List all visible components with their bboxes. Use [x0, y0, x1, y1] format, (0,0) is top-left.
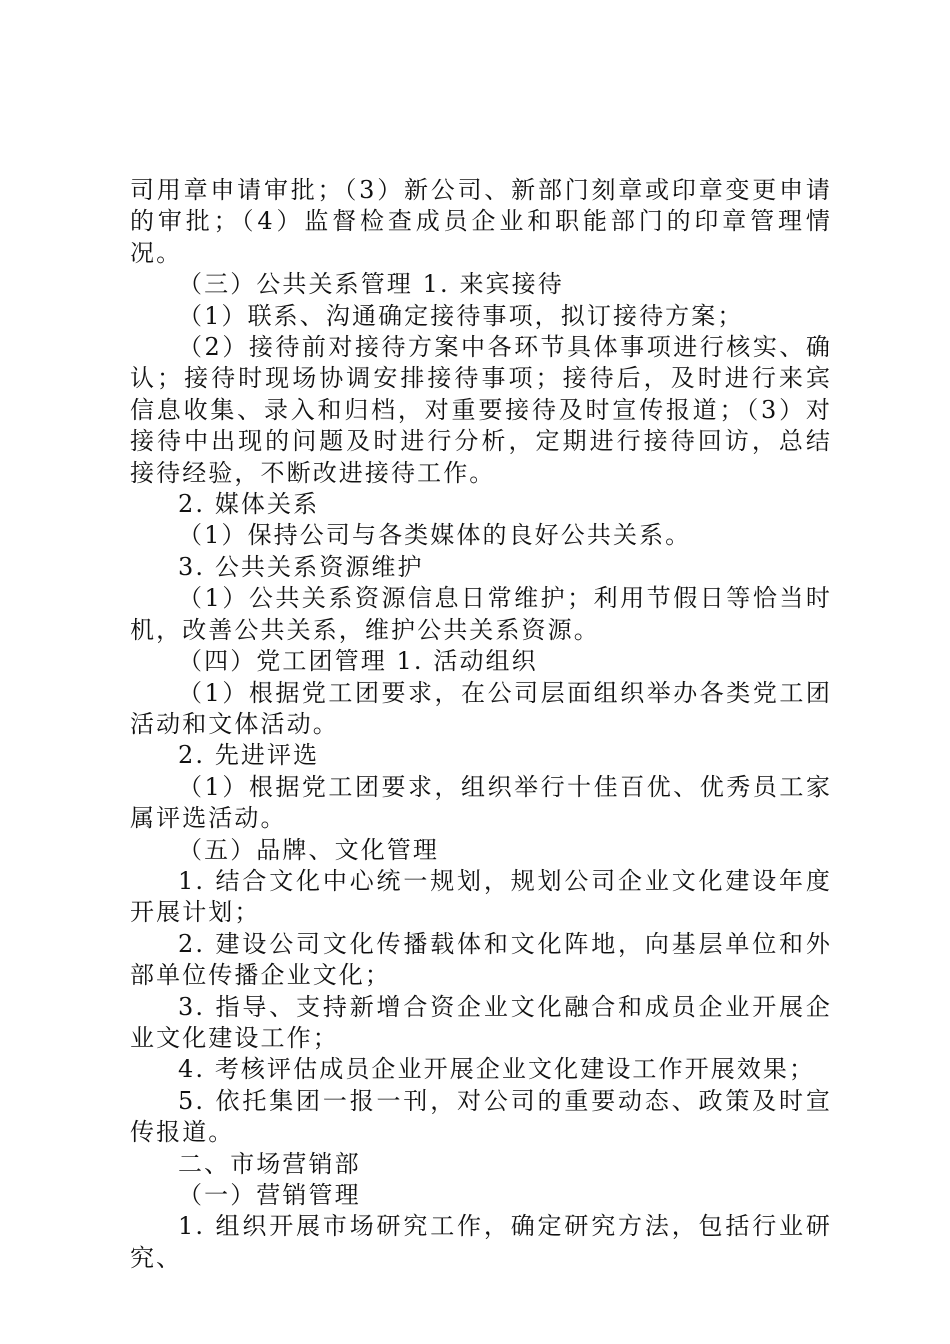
heading-marketing-dept: 二、市场营销部 [178, 1149, 361, 1178]
paragraph-selection-1: （1）根据党工团要求，组织举行十佳百优、优秀员工家属评选活动。 [130, 772, 832, 833]
paragraph-culture-1: 1. 结合文化中心统一规划，规划公司企业文化建设年度开展计划； [130, 866, 832, 927]
paragraph-marketing-1: 1. 组织开展市场研究工作，确定研究方法，包括行业研究、 [130, 1212, 832, 1272]
paragraph-activity-1: （1）根据党工团要求，在公司层面组织举办各类党工团活动和文体活动。 [130, 678, 832, 738]
heading-selection: 2. 先进评选 [178, 741, 320, 770]
paragraph-culture-3: 3. 指导、支持新增合资企业文化融合和成员企业开展企业文化建设工作； [130, 992, 832, 1052]
paragraph-reception-1: （1）联系、沟通确定接待事项，拟订接待方案； [178, 301, 744, 330]
paragraph-reception-2: （2）接待前对接待方案中各环节具体事项进行核实、确认；接待时现场协调安排接待事项；接待后，及时进行来宾信息收集、录入和归档，对重要接待及时宣传报道；（3）对接待中出现的问题及时进行分析，定期进行接待回访，总结接待经验，不断改进接待工作。 [130, 333, 832, 487]
heading-public-relations: （三）公共关系管理 1. 来宾接待 [178, 270, 564, 299]
heading-pr-resources: 3. 公共关系资源维护 [178, 552, 424, 581]
heading-brand-culture: （五）品牌、文化管理 [178, 835, 439, 864]
paragraph-culture-4: 4. 考核评估成员企业开展企业文化建设工作开展效果； [178, 1055, 816, 1084]
heading-party-union: （四）党工团管理 1. 活动组织 [178, 647, 538, 676]
document-body [130, 175, 832, 1274]
heading-marketing-management: （一）营销管理 [178, 1181, 361, 1209]
paragraph-culture-2: 2. 建设公司文化传播载体和文化阵地，向基层单位和外部单位传播企业文化； [130, 929, 832, 990]
paragraph-seal-approval: 司用章申请审批；（3）新公司、新部门刻章或印章变更申请的审批；（4）监督检查成员企业和职能部门的印章管理情况。 [130, 176, 832, 267]
paragraph-media-1: （1）保持公司与各类媒体的良好公共关系。 [178, 521, 692, 550]
paragraph-pr-resources-1: （1）公共关系资源信息日常维护；利用节假日等恰当时机，改善公共关系，维护公共关系资源。 [130, 584, 832, 644]
heading-media-relations: 2. 媒体关系 [178, 490, 320, 519]
paragraph-culture-5: 5. 依托集团一报一刊，对公司的重要动态、政策及时宣传报道。 [130, 1086, 832, 1147]
